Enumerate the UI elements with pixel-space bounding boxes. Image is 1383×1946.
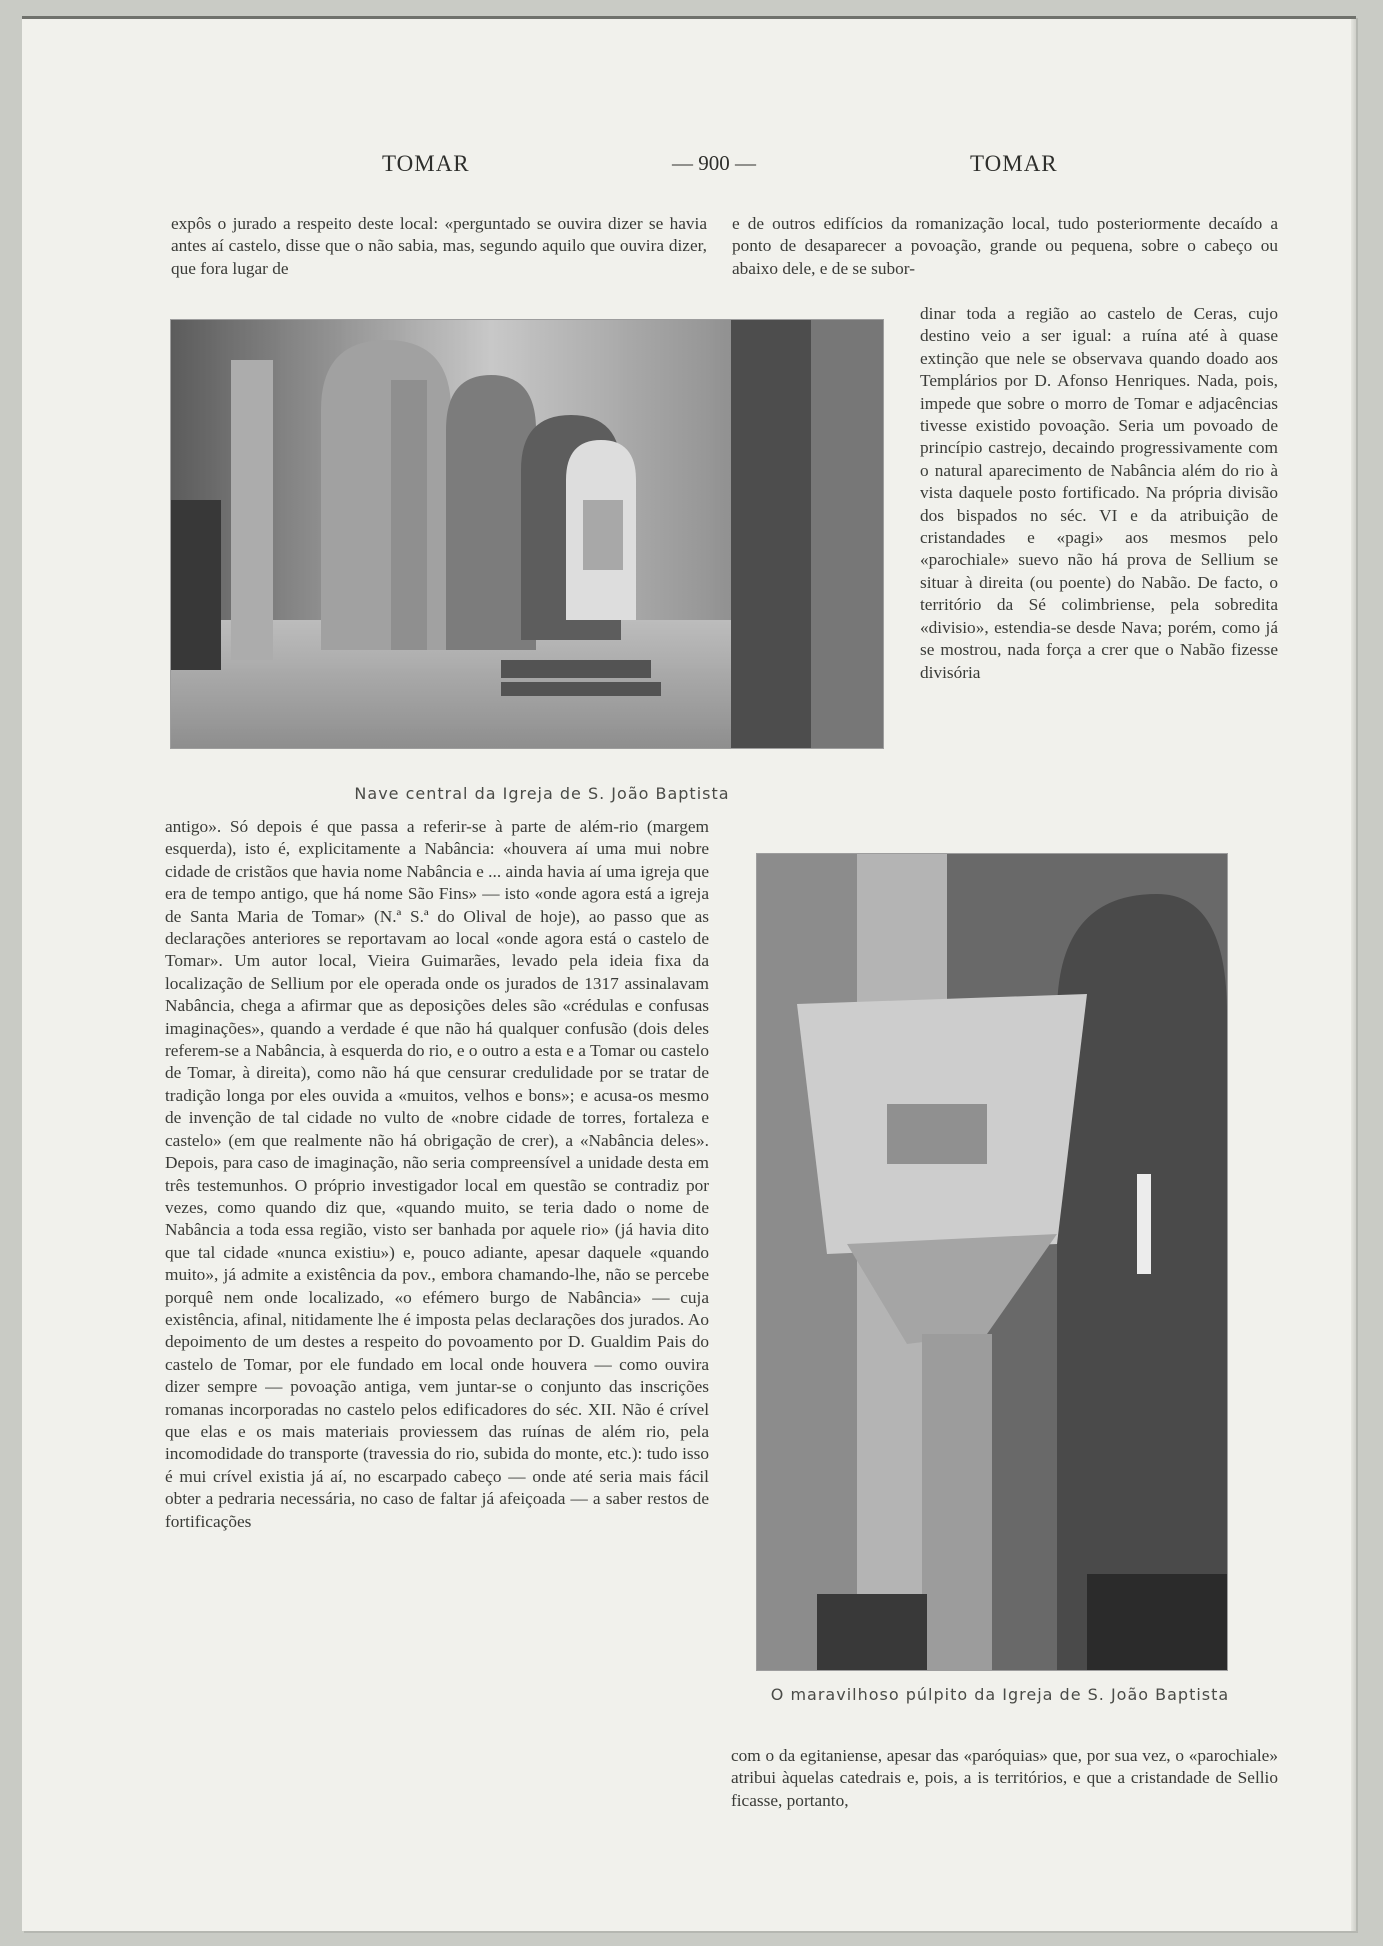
nave-photo — [170, 319, 884, 749]
left-column-bottom-text: antigo». Só depois é que passa a referir-se à parte de além-rio (margem esquerda), isto é, explicitamente a Nabância: «houvera aí uma mui nobre cidade de cristãos que havia nome Nabância e ... ainda havia aí uma igreja que era de tempo antigo, que há nome São Fins» — isto «onde agora está a igreja de Santa Maria de Tomar» (N.ª S.ª do Olival de hoje), ao passo que as declarações anteriores se reportavam ao local «onde agora está o castelo de Tomar». Um autor local, Vieira Guimarães, levado pela ideia fixa da localização de Sellium por ele operada onde os jurados de 1317 assinalavam Nabância, chega a afirmar que as deposições deles são «crédulas e confusas imaginações», quando a verdade é que não há qualquer confusão (dois deles referem-se a Nabância, à esquerda do rio, e o outro a esta e a Tomar ou castelo de Tomar, à direita), como não há que censurar credulidade por se tratar de tradição longa por eles ouvida a «muitos, velhos e bons»; e acusa-os mesmo de invenção de tal cidade no vulto de «nobre cidade de torres, fortaleza e castelo» (em que realmente não há obrigação de crer), a «Nabância deles». Depois, para caso de imaginação, não seria compreensível a unidade desta em três testemunhos. O próprio investigador local em questão se contradiz por vezes, como quando diz que, «quando muito, se teria dado o nome de Nabância a toda essa região, visto ser banhada por aquele rio» (já havia dito que tal cidade «nunca existiu») e, pouco adiante, apesar daquele «quando muito», já admite a existência da pov., embora chamando-lhe, não se percebe porquê nem onde localizado, «o efémero burgo de Nabância» — cuja existência, afinal, nitidamente lhe é imposta pelas declarações dos jurados. Ao depoimento de um destes a respeito do povoamento por D. Gualdim Pais do castelo de Tomar, por ele fundado em local onde houvera — como ouvira dizer sempre — povoação antiga, vem juntar-se o conjunto das inscrições romanas incorporadas no castelo pelos edificadores do séc. XII. Não é crível que elas e os mais materiais proviessem das ruínas de além rio, pela incomodidade do transporte (travessia do rio, subida do monte, etc.): tudo isso é mui crível existia já aí, no escarpado cabeço — onde até seria mais fácil obter a pedraria necessária, no caso de faltar já afeiçoada — a saber restos de fortificações — [165, 817, 709, 1531]
header-right-title: TOMAR — [970, 151, 1058, 176]
running-header — [22, 151, 1356, 181]
nave-photo-caption: Nave central da Igreja de S. João Baptista — [354, 784, 730, 803]
pulpit-photo — [756, 853, 1228, 1671]
page-number: — 900 — — [672, 151, 756, 175]
right-column-bottom-text: com o da egitaniense, apesar das «paróquias» que, por sua vez, o «parochiale» atribui àquelas catedrais e, pois, a is territórios, e que a cristandade de Sellio ficasse, portanto, — [731, 1746, 1278, 1810]
pulpit-photo-caption: O maravilhoso púlpito da Igreja de S. João Baptista — [770, 1685, 1230, 1704]
left-column-top-text: expôs o jurado a respeito deste local: «perguntado se ouvira dizer se havia antes aí castelo, disse que o não sabia, mas, segundo aquilo que ouvira dizer, que fora lugar de — [171, 214, 707, 278]
header-left-title: TOMAR — [382, 151, 470, 176]
right-column-wrap-text: dinar toda a região ao castelo de Ceras, cujo destino veio a ser igual: a ruína até à quase extinção que nele se observava quando doado aos Templários por D. Afonso Henriques. Nada, pois, impede que sobre o morro de Tomar e adjacências tivesse existido povoação. Seria um povoado de princípio castrejo, decaindo progressivamente com o natural aparecimento de Nabância além do rio à vista daquele posto fortificado. Na própria divisão dos bispados no séc. VI e da atribuição de cristandades e «pagi» aos mesmos pelo «parochiale» suevo não há prova de Sellium se situar à direita (ou poente) do Nabão. De facto, o território da Sé colimbriense, pela sobredita «divisio», estendia-se desde Nava; porém, como já se mostrou, nada força a crer que o Nabão fizesse divisória — [920, 304, 1278, 682]
page-sheet — [22, 16, 1356, 1931]
right-column-top-text: e de outros edifícios da romanização local, tudo posteriormente decaído a ponto de desaparecer a povoação, grande ou pequena, sobre o cabeço ou abaixo dele, e de se subor- — [732, 214, 1278, 278]
